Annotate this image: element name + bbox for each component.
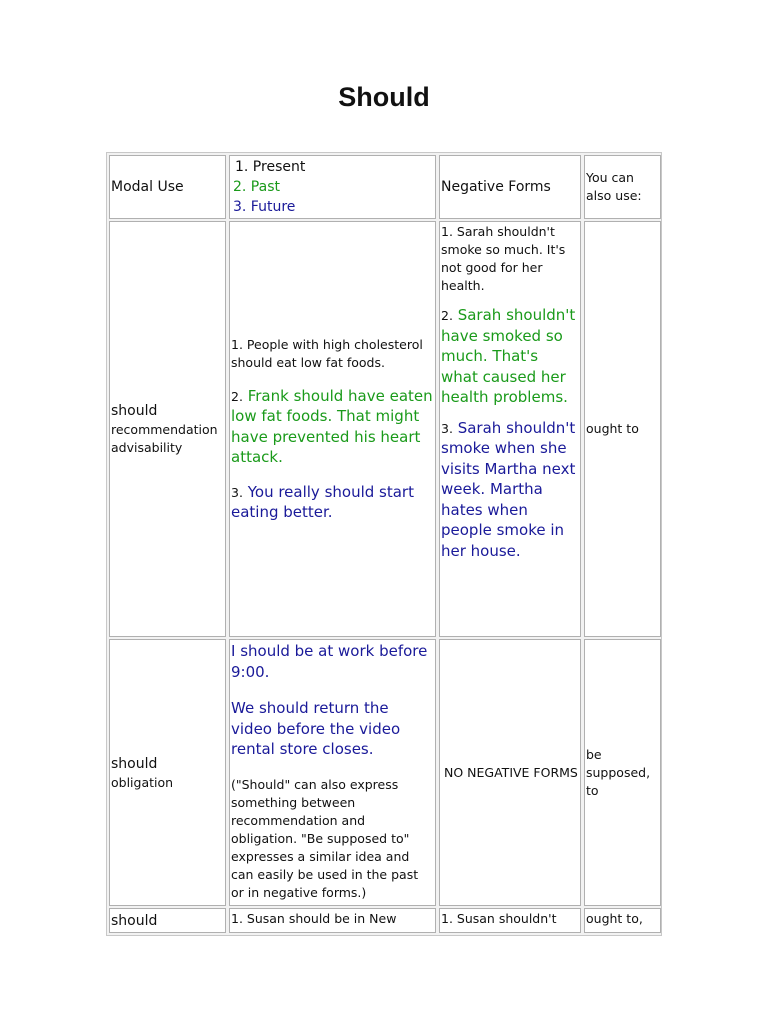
page-title: Should xyxy=(338,82,430,112)
row1-meaning-recommendation: recommendation xyxy=(111,422,218,437)
row2-alternative xyxy=(584,639,661,906)
row2-meaning-obligation: obligation xyxy=(111,774,174,790)
row2-alternative-text: be supposed, to xyxy=(586,746,651,798)
header-tenses xyxy=(229,155,436,219)
row2-examples xyxy=(229,639,436,906)
header-also-use xyxy=(584,155,661,219)
row1-negative-present-text: Sarah shouldn't smoke so much. It's not good for her health. xyxy=(441,224,566,293)
row2-example-video: We should return the video before the video rental store closes. xyxy=(231,699,401,758)
row1-negative-past xyxy=(441,305,579,408)
row1-negative-forms xyxy=(439,221,581,637)
row1-negative-future-num: 3. xyxy=(441,420,453,436)
row1-example-past-num: 2. xyxy=(231,388,243,404)
row1-examples xyxy=(229,221,436,637)
row1-meaning-advisability: advisability xyxy=(111,440,183,455)
row2-negative-text: NO NEGATIVE FORMS xyxy=(444,764,578,780)
row1-negative-past-text: Sarah shouldn't have smoked so much. That's what caused her health problems. xyxy=(441,306,576,406)
header-modal-use-label: Modal Use xyxy=(111,179,184,195)
row2-note: ("Should" can also express something between recommendation and obligation. "Be supposed to" expresses a similar idea and can easily be used in the past or in negative forms.) xyxy=(231,776,419,900)
header-tense-future: 3. Future xyxy=(233,199,296,215)
row1-example-present-num: 1. xyxy=(231,336,243,352)
row1-modal: should xyxy=(111,403,158,419)
row1-example-future-num: 3. xyxy=(231,484,243,500)
header-negative-forms xyxy=(439,155,581,219)
row3-alternative-text: ought to, xyxy=(586,911,643,926)
row2-example-work: I should be at work before 9:00. xyxy=(231,642,428,681)
row3-negative-present: 1. Susan shouldn't xyxy=(441,911,557,926)
row3-alternative xyxy=(584,908,661,933)
row2-negative-forms xyxy=(439,639,581,906)
header-also-use-label: You can also use: xyxy=(586,170,642,203)
row1-negative-future xyxy=(441,418,579,562)
modal-table xyxy=(106,152,662,936)
row1-example-past xyxy=(231,386,434,468)
row3-negative-forms xyxy=(439,908,581,933)
row3-modal-use xyxy=(109,908,226,933)
header-negative-forms-label: Negative Forms xyxy=(441,179,551,195)
row1-negative-future-text: Sarah shouldn't smoke when she visits Martha next week. Martha hates when people smoke in her house. xyxy=(441,418,576,560)
row2-modal: should xyxy=(111,755,158,772)
row1-example-present xyxy=(231,336,434,372)
row1-example-present-text: People with high cholesterol should eat low fat foods. xyxy=(231,336,423,370)
row1-alternative-text: ought to xyxy=(586,421,639,436)
row1-negative-past-num: 2. xyxy=(441,308,453,323)
row3-modal: should xyxy=(111,912,158,929)
row1-example-future-text: You really should start eating better. xyxy=(231,482,414,521)
header-tense-past: 2. Past xyxy=(233,179,280,195)
header-modal-use xyxy=(109,155,226,219)
row1-modal-use xyxy=(109,221,226,637)
row1-example-future xyxy=(231,482,434,523)
row3-examples xyxy=(229,908,436,933)
row1-alternative xyxy=(584,221,661,637)
row2-modal-use xyxy=(109,639,226,906)
row3-example-present: 1. Susan should be in New xyxy=(231,911,397,926)
row1-example-past-text: Frank should have eaten low fat foods. That might have prevented his heart attack. xyxy=(231,386,433,466)
header-tense-present: 1. Present xyxy=(235,159,306,175)
row1-negative-present xyxy=(441,223,579,295)
row1-negative-present-num: 1. xyxy=(441,224,453,239)
